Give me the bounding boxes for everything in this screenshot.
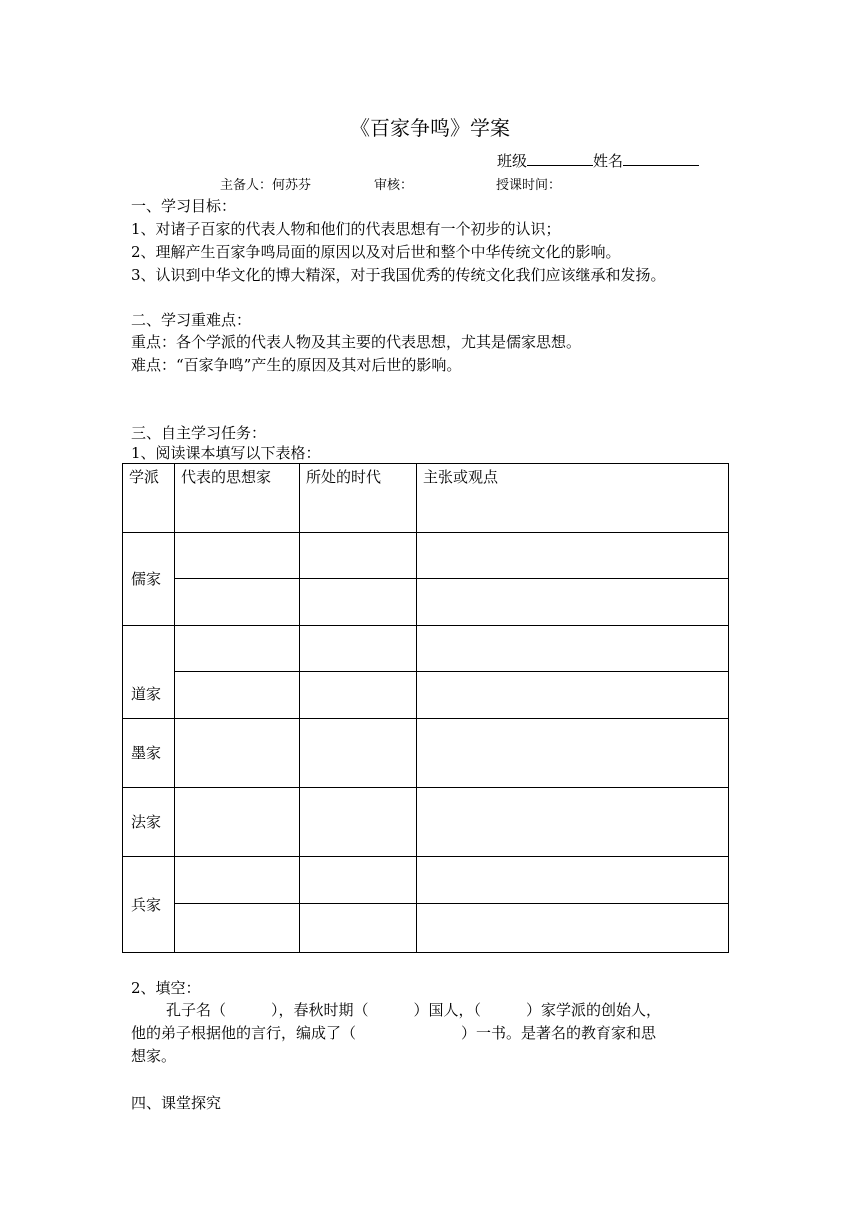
input-cell[interactable]: [300, 626, 417, 672]
input-cell[interactable]: [417, 533, 729, 579]
input-cell[interactable]: [417, 672, 729, 719]
schools-table: [122, 463, 729, 953]
class-label: 班级: [497, 152, 528, 170]
class-blank: [527, 151, 593, 166]
school-confucianism: 儒家: [123, 533, 175, 626]
name-blank: [623, 151, 699, 166]
section-objectives-heading: 一、学习目标：: [131, 197, 237, 215]
input-cell[interactable]: [417, 857, 729, 904]
input-cell[interactable]: [300, 719, 417, 788]
input-cell[interactable]: [175, 857, 300, 904]
difficult-point: 难点：“百家争鸣”产生的原因及其对后世的影响。: [131, 356, 462, 374]
school-mohism: 墨家: [123, 719, 175, 788]
objective-item: 2、理解产生百家争鸣局面的原因以及对后世和整个中华传统文化的影响。: [131, 243, 621, 261]
input-cell[interactable]: [175, 719, 300, 788]
input-cell[interactable]: [300, 579, 417, 626]
section-keypoints-heading: 二、学习重难点：: [131, 311, 252, 329]
header-era: 所处的时代: [300, 464, 417, 533]
input-cell[interactable]: [175, 579, 300, 626]
header-thinker: 代表的思想家: [175, 464, 300, 533]
input-cell[interactable]: [175, 533, 300, 579]
input-cell[interactable]: [300, 533, 417, 579]
task1-instruction: 1、阅读课本填写以下表格：: [131, 444, 321, 462]
section-selfstudy-heading: 三、自主学习任务：: [131, 424, 267, 442]
header-school: 学派: [123, 464, 175, 533]
input-cell[interactable]: [175, 788, 300, 857]
fill-blank-line: 他的弟子根据他的言行，编成了（ ）一书。是著名的教育家和思: [131, 1024, 657, 1042]
school-daoism: 道家: [123, 626, 175, 719]
school-legalism: 法家: [123, 788, 175, 857]
header-viewpoint: 主张或观点: [417, 464, 729, 533]
input-cell[interactable]: [300, 857, 417, 904]
input-cell[interactable]: [300, 672, 417, 719]
review-info: 审核：: [374, 178, 414, 193]
input-cell[interactable]: [417, 719, 729, 788]
objective-item: 3、认识到中华文化的博大精深，对于我国优秀的传统文化我们应该继承和发扬。: [131, 266, 666, 284]
input-cell[interactable]: [417, 579, 729, 626]
objective-item: 1、对诸子百家的代表人物和他们的代表思想有一个初步的认识；: [131, 220, 561, 238]
input-cell[interactable]: [175, 672, 300, 719]
input-cell[interactable]: [300, 904, 417, 953]
input-cell[interactable]: [300, 788, 417, 857]
key-point: 重点：各个学派的代表人物及其主要的代表思想，尤其是儒家思想。: [131, 333, 582, 351]
fill-blank-line: 想家。: [131, 1047, 177, 1065]
section-exploration-heading: 四、课堂探究: [131, 1094, 222, 1112]
school-military: 兵家: [123, 857, 175, 953]
input-cell[interactable]: [417, 626, 729, 672]
input-cell[interactable]: [417, 904, 729, 953]
preparer-info: 主备人：何苏芬: [220, 178, 312, 193]
input-cell[interactable]: [175, 904, 300, 953]
input-cell[interactable]: [417, 788, 729, 857]
fill-blank-line: 孔子名（ ），春秋时期（ ）国人，（ ）家学派的创始人，: [166, 1001, 662, 1019]
page-title: 《百家争鸣》学案: [350, 116, 510, 140]
input-cell[interactable]: [175, 626, 300, 672]
fill-blank-heading: 2、填空：: [131, 979, 201, 997]
lesson-time-info: 授课时间：: [496, 178, 562, 193]
class-name-line: [497, 151, 699, 171]
name-label: 姓名: [593, 152, 624, 170]
